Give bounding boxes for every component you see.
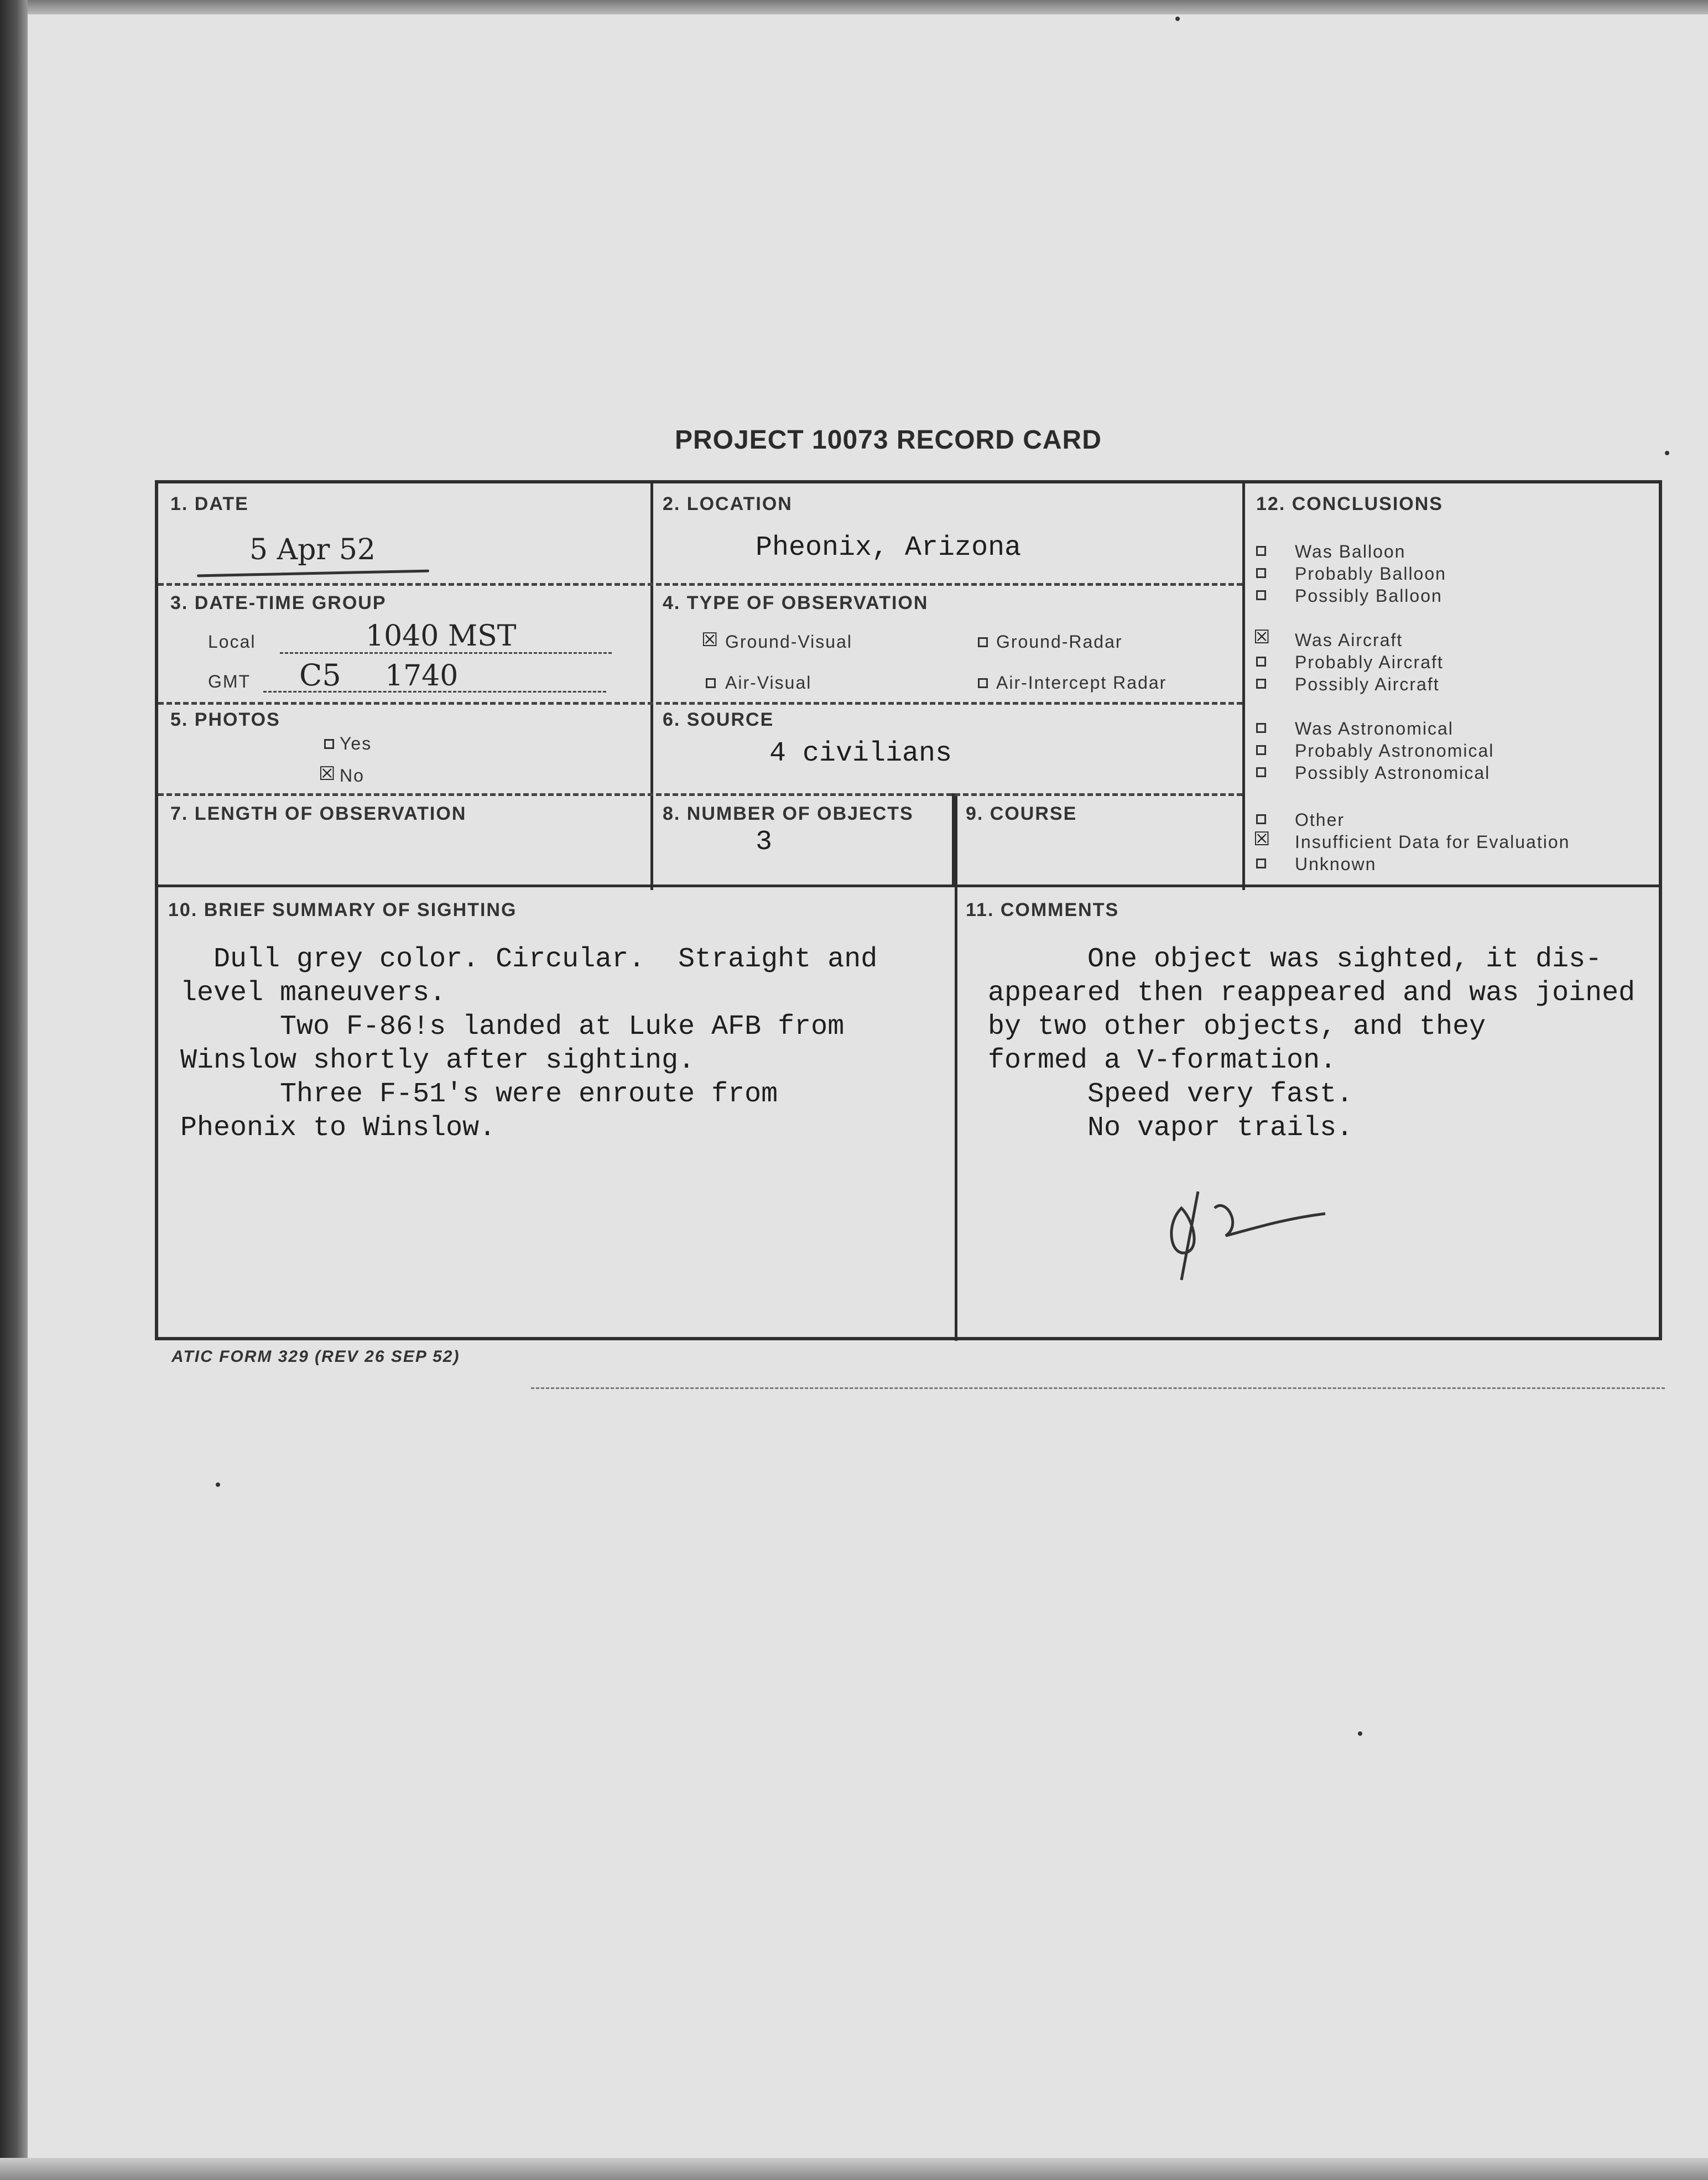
location-value: Pheonix, Arizona (756, 532, 1022, 564)
conclusions-label: 12. CONCLUSIONS (1256, 493, 1443, 514)
objects-value: 3 (756, 826, 773, 858)
scan-speck (216, 1482, 220, 1487)
divider (955, 796, 957, 1341)
conclusion-option: Possibly Aircraft (1295, 674, 1440, 694)
option-photos-no: No (340, 766, 364, 785)
local-value: 1040 MST (366, 620, 517, 653)
conclusion-checkbox-icon[interactable] (1256, 679, 1266, 689)
conclusion-checkbox-icon[interactable] (1256, 546, 1266, 556)
objects-label: 8. NUMBER OF OBJECTS (663, 803, 914, 824)
text-line: Speed very fast. (988, 1079, 1353, 1110)
bottom-rule (531, 1387, 1665, 1389)
divider (650, 483, 653, 890)
scan-speck (1665, 451, 1669, 455)
scan-left-edge (0, 0, 28, 2180)
conclusion-option: Insufficient Data for Evaluation (1295, 832, 1570, 852)
scan-bottom-edge (0, 2158, 1708, 2180)
text-line: No vapor trails. (988, 1112, 1353, 1144)
gmt-prefix: C5 (299, 658, 341, 693)
conclusion-checkbox-icon[interactable] (1256, 657, 1266, 667)
conclusion-option: Unknown (1295, 854, 1377, 874)
checkbox-photos-yes-icon[interactable] (324, 739, 334, 749)
divider (1242, 483, 1245, 890)
date-value: 5 Apr 52 (249, 533, 376, 566)
text-line: level maneuvers. (180, 977, 446, 1009)
text-line: by two other objects, and they (988, 1011, 1486, 1043)
source-label: 6. SOURCE (663, 709, 774, 730)
length-label: 7. LENGTH OF OBSERVATION (170, 803, 467, 824)
checkbox-air-intercept-radar-icon[interactable] (978, 678, 988, 688)
option-air-visual: Air-Visual (725, 673, 812, 693)
date-label: 1. DATE (170, 493, 249, 514)
conclusion-checkbox-icon[interactable] (1256, 590, 1266, 600)
form-id: ATIC FORM 329 (REV 26 SEP 52) (171, 1347, 460, 1366)
text-line: One object was sighted, it dis- (988, 944, 1602, 975)
conclusion-checkbox-icon[interactable] (1256, 859, 1266, 868)
text-line: Three F-51's were enroute from (180, 1079, 778, 1110)
conclusion-option: Possibly Balloon (1295, 586, 1443, 606)
option-air-intercept-radar: Air-Intercept Radar (996, 673, 1167, 693)
handwritten-initials-icon (1148, 1175, 1336, 1286)
conclusion-checked-icon[interactable]: ☒ (1253, 828, 1270, 850)
conclusion-option: Was Aircraft (1295, 630, 1403, 650)
conclusion-option: Was Astronomical (1295, 719, 1454, 738)
local-label: Local (208, 632, 256, 652)
divider (158, 885, 1660, 887)
checkbox-air-visual-icon[interactable] (706, 678, 716, 688)
gmt-value: 1740 (385, 659, 459, 693)
text-line: formed a V-formation. (988, 1045, 1337, 1076)
conclusion-checkbox-icon[interactable] (1256, 745, 1266, 755)
text-line: Winslow shortly after sighting. (180, 1045, 695, 1076)
date-underline (197, 570, 429, 577)
scan-speck (1358, 1731, 1362, 1736)
text-line: Pheonix to Winslow. (180, 1112, 496, 1144)
text-line: appeared then reappeared and was joined (988, 977, 1636, 1009)
divider (158, 583, 1242, 586)
divider (158, 702, 1242, 705)
course-label: 9. COURSE (966, 803, 1077, 824)
conclusion-option: Probably Aircraft (1295, 652, 1444, 672)
conclusion-option: Possibly Astronomical (1295, 763, 1491, 783)
checkbox-ground-radar-icon[interactable] (978, 637, 988, 647)
checkbox-photos-no-checked-icon[interactable]: ☒ (319, 763, 336, 785)
conclusion-option: Was Balloon (1295, 542, 1406, 561)
card-title: PROJECT 10073 RECORD CARD (675, 425, 1102, 455)
date-time-group-label: 3. DATE-TIME GROUP (170, 592, 387, 613)
conclusion-checkbox-icon[interactable] (1256, 814, 1266, 824)
conclusion-checked-icon[interactable]: ☒ (1253, 626, 1270, 648)
conclusion-checkbox-icon[interactable] (1256, 767, 1266, 777)
option-ground-visual: Ground-Visual (725, 632, 852, 652)
conclusion-option: Probably Balloon (1295, 564, 1446, 584)
summary-label: 10. BRIEF SUMMARY OF SIGHTING (168, 899, 517, 920)
source-value: 4 civilians (769, 738, 952, 769)
checkbox-ground-visual-checked-icon[interactable]: ☒ (701, 629, 718, 651)
conclusion-checkbox-icon[interactable] (1256, 723, 1266, 733)
text-line: Two F-86!s landed at Luke AFB from (180, 1011, 845, 1043)
scan-speck (1175, 17, 1180, 21)
text-line: Dull grey color. Circular. Straight and (180, 944, 878, 975)
conclusion-checkbox-icon[interactable] (1256, 568, 1266, 578)
photos-label: 5. PHOTOS (170, 709, 280, 730)
record-card (155, 480, 1662, 1340)
option-ground-radar: Ground-Radar (996, 632, 1123, 652)
conclusion-option: Probably Astronomical (1295, 741, 1494, 761)
comments-label: 11. COMMENTS (966, 899, 1119, 920)
divider (158, 793, 1242, 796)
location-label: 2. LOCATION (663, 493, 793, 514)
divider (952, 793, 955, 887)
scan-top-edge (0, 0, 1708, 14)
observation-type-label: 4. TYPE OF OBSERVATION (663, 592, 929, 613)
conclusion-option: Other (1295, 810, 1345, 830)
gmt-label: GMT (208, 672, 251, 691)
option-photos-yes: Yes (340, 733, 372, 753)
